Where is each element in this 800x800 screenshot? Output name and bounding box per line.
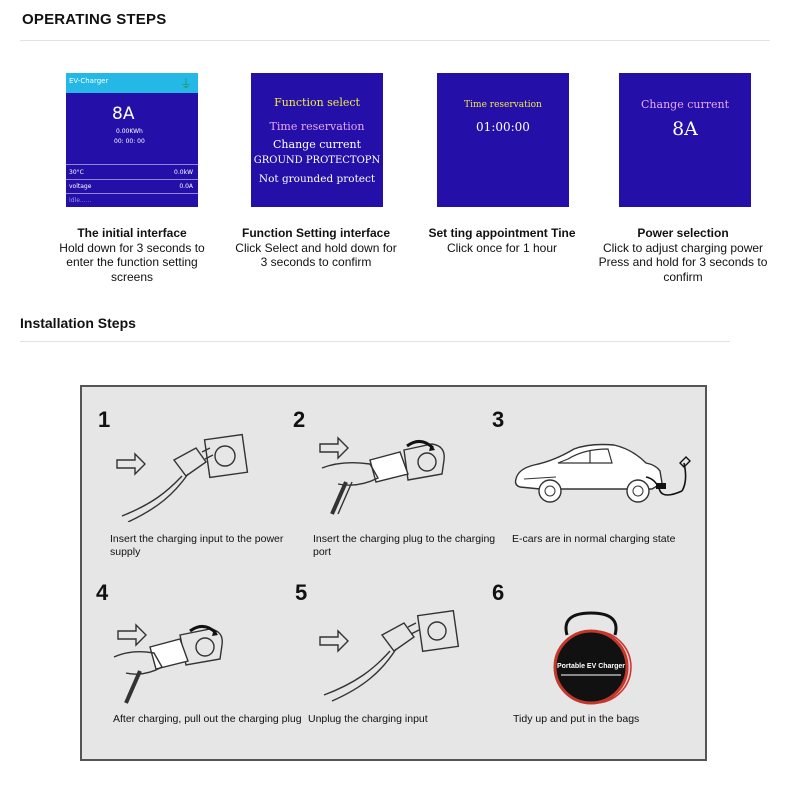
menu-item-change-current: Change current: [273, 138, 361, 151]
unplug-socket-icon: [312, 607, 462, 702]
screen-heading: Change current: [641, 98, 729, 111]
caption-function-setting: [231, 226, 401, 270]
caption-title: Power selection: [637, 226, 729, 240]
divider: [20, 341, 730, 342]
current-value: 8A: [112, 104, 135, 124]
timer-value: 00: 00: 00: [114, 138, 145, 145]
divider: [66, 179, 198, 180]
screen-heading: Time reservation: [464, 100, 542, 110]
step-number: 3: [492, 407, 505, 432]
divider: [66, 193, 198, 194]
menu-item-time-reservation: Time reservation: [269, 120, 365, 133]
menu-item-not-grounded: Not grounded protect: [258, 173, 376, 185]
menu-item-ground-protection: GROUND PROTECTOPN: [253, 155, 381, 166]
step-description: Insert the charging input to the power supply: [110, 533, 284, 558]
time-reservation-screen: [437, 73, 569, 207]
power-value: 0.0kW: [174, 169, 193, 176]
screen-header-bar: [66, 73, 198, 93]
unplug-port-icon: [110, 617, 260, 707]
step-description: E-cars are in normal charging state: [512, 533, 676, 545]
voltage-label: voltage: [69, 183, 92, 190]
caption-body: Click Select and hold down for 3 seconds to confirm: [235, 240, 397, 269]
caption-title: Function Setting interface: [241, 226, 390, 240]
step-number: 4: [96, 580, 109, 605]
device-name: EV-Charger: [69, 77, 109, 85]
step-number: 6: [492, 580, 505, 605]
charger-bag-icon: [547, 609, 637, 707]
status-text: Idle......: [69, 197, 92, 204]
caption-body: Click once for 1 hour: [446, 240, 558, 255]
caption-title: Set ting appointment Tine: [428, 226, 576, 240]
step-description: Unplug the charging input: [308, 713, 428, 725]
step-description: After charging, pull out the charging plug: [113, 713, 302, 725]
car-charging-icon: [510, 439, 695, 519]
screen-heading: Function select: [274, 96, 360, 109]
caption-body: Hold down for 3 seconds to enter the function setting screens: [59, 240, 205, 284]
caption-initial-interface: [47, 226, 217, 284]
caption-power-selection: [598, 226, 768, 284]
bag-label: Portable EV Charger: [556, 663, 626, 670]
caption-appointment-time: [417, 226, 587, 255]
step-number: 2: [293, 407, 306, 432]
divider: [20, 40, 770, 41]
ground-icon: ⏚: [179, 77, 192, 91]
plug-into-socket-icon: [112, 432, 262, 522]
change-current-screen: [619, 73, 751, 207]
current-reading: 0.0A: [179, 183, 193, 190]
caption-title: The initial interface: [77, 226, 187, 240]
installation-steps-title: Installation Steps: [20, 315, 136, 331]
initial-interface-screen: [66, 73, 198, 207]
energy-value: 0.00KWh: [116, 128, 143, 135]
plug-into-port-icon: [312, 432, 462, 522]
step-description: Insert the charging plug to the charging port: [313, 533, 496, 558]
step-description: Tidy up and put in the bags: [513, 713, 640, 725]
divider: [66, 164, 198, 165]
step-number: 5: [295, 580, 308, 605]
temperature-value: 30°C: [69, 169, 84, 176]
caption-body: Click to adjust charging power Press and hold for 3 seconds to confirm: [598, 240, 768, 284]
operating-steps-title: OPERATING STEPS: [22, 11, 167, 28]
installation-panel: [80, 385, 707, 761]
function-select-screen: [251, 73, 383, 207]
current-setting-value: 8A: [672, 118, 698, 140]
step-number: 1: [98, 407, 111, 432]
reservation-time-value: 01:00:00: [476, 120, 530, 134]
